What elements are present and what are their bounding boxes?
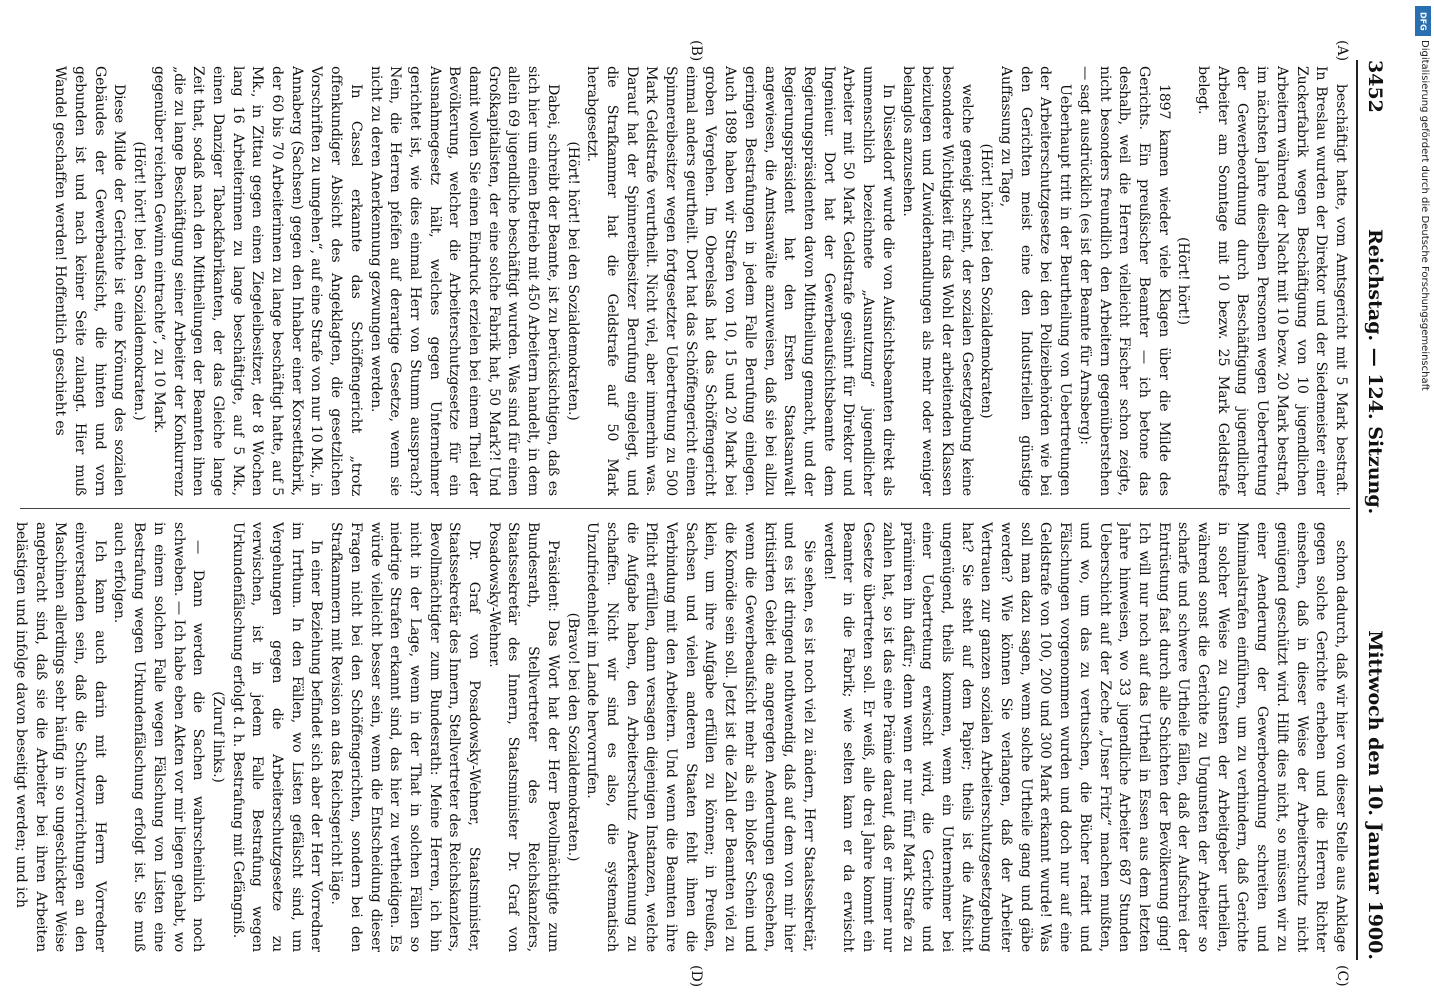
paragraph: — Dann werden die Sachen wahrscheinlich noch schweben. — Ich habe eben Akten vor mir liegen gehabt, wo in einem solchen Falle wegen Fälschung von Listen eine Bestrafung wegen Urkundenfälschung erfolgt ist. Sie muß auch erfolgen. [111, 522, 207, 952]
paragraph: beschäftigt hatte, vom Amtsgericht mit 5 Mark bestraft. In Breslau wurden der Direktor und der Siedemeister einer Zuckerfabrik wegen Beschäftigung von 10 jugendlichen Arbeitern während der Nacht mit 10 bezw. 20 Mark bestraft, im nächsten Jahre dieselben Personen wegen Uebertretung der Gewerbeordnung durch Beschäftigung jugendlicher Arbeiter am Sonntage mit 10 bezw. 25 Mark Geldstrafe belegt. [1195, 66, 1349, 496]
paragraph: Sie sehen, es ist noch viel zu ändern, Herr Staatssekretär, und es ist dringend nothwendig, daß auf dem von mir hier kritisirten Gebiet die angeregten Aenderungen geschehen, wenn die Gewerbeaufsicht mehr als ein bloßer Schein und die Komödie sein soll. Jetzt ist die Zahl der Beamten viel zu klein, um ihre Aufgabe erfüllen zu können; in Preußen, Sachsen und vielen anderen Staaten fehlt ihnen die Verbindung mit den Arbeitern. Und wenn die Beamten ihre Pflicht erfüllen, dann versagen diejenigen Instanzen, welche die Aufgabe haben, den Arbeiterschutz Anerkennung zu schaffen. Nicht wir sind es also, die systematisch Unzufriedenheit im Lande hervorrufen. [584, 522, 818, 952]
paragraph: In einer Beziehung befindet sich aber der Herr Vorredner im Irrthum. In den Fällen, wo Listen gefälscht sind, um Vergehungen gegen die Arbeiterschutzgesetze zu verwischen, ist in jedem Falle Bestrafung wegen Urkundenfälschung erfolgt d. h. Bestrafung mit Gefängniß. [229, 522, 325, 952]
paragraph: Dabei, schreibt der Beamte, ist zu berücksichtigen, daß es sich hier um einen Betrieb mit 450 Arbeitern handelt, in dem allein 69 jugendliche beschäftigt wurden. Was sind für einen Großkapitalisten, der eine solche Fabrik hat, 50 Mark?! Und damit wollen Sie einen Eindruck erzielen bei einem Theil der Bevölkerung, welcher die Arbeiterschutzgesetze für ein Ausnahmegesetz hält, welches gegen Unternehmer gerichtet ist, wie dies einmal Herr von Stumm aussprach? Nein, die Herren pfeifen auf derartige Gesetze, wenn sie nicht zu deren Anerkennung gezwungen werden. [367, 66, 561, 496]
paragraph: schon dadurch, daß wir hier von dieser Stelle aus Anklage gegen solche Gerichte erheben und die Herren Richter einsehen, daß in dieser Weise der Arbeiterschutz nicht genügend geschützt wird. Hilft dies nicht, so müssen wir zu einer Aenderung der Gewerbeordnung schreiten und Minimalstrafen einführen, um zu verhindern, daß Gerichte in solcher Weise zu Gunsten der Arbeitgeber urtheilen, während sonst die Gerichte zu Ungunsten der Arbeiter so scharfe und schwere Urtheile fällen, daß der Aufschrei der Entrüstung fast durch alle Schichten der Bevölkerung ging! Ich will nur noch auf das Urtheil in Essen aus dem letzten Jahre hinweisen, wo 33 jugendliche Arbeiter 687 Stunden Ueberschicht auf der Zeche „Unser Fritz“ machen mußten, und wo, um das zu vertuschen, die Bücher radirt und Fälschungen vorgenommen wurden und doch nur auf eine Geldstrafe von 100, 200 und 300 Mark erkannt wurde! Was soll man dazu sagen, wenn solche Urtheile gang und gäbe werden? Wie können Sie verlangen, daß der Arbeiter Vertrauen zur ganzen sozialen Arbeiterschutzgesetzgebung hat? Sie steht auf dem Papier; theils ist die Aufsicht ungenügend, theils kommen, wenn ein Unternehmer bei einer Uebertretung erwischt wird, die Gerichte und prämiiren ihn dafür; denn wenn er nur fünf Mark Strafe zu zahlen hat, so ist das eine Prämie darauf, daß er immer nur Gesetze übertreten soll. Er weiß, alle drei Jahre kommt ein Beamter in die Fabrik; wie selten kann er da erwischt werden! [820, 522, 1349, 952]
paragraph: (Hört! hört! bei den Sozialdemokraten) [978, 143, 995, 419]
paragraph: (Bravo! bei den Sozialdemokraten.) [564, 612, 581, 862]
right-column [10, 522, 1350, 952]
paragraph: In Cassel erkannte das Schöffengericht „trotz offenkundiger Absicht des Angeklagten, die gesetzlichen Vorschriften zu umgehen“, auf eine Strafe von nur 10 Mk., in Annaberg (Sachsen) gegen den Inhaber einer Korsettfabrik, der 60 bis 70 Arbeiterinnen zu lange beschäftigt hatte, auf 5 Mk., in Zittau gegen einen Ziegeleibesitzer, der 8 Wochen lang 16 Arbeiterinnen zu lange beschäftigte, auf 5 Mk., einen Danziger Tabackfabrikanten, der das Gleiche lange Zeit that, sodaß nach den Mittheilungen der Beamten ihnen „die zu lange Beschäftigung seiner Arbeiter der Konkurrenz gegenüber reichen Gewinn eintrachte“, zu 10 Mark. [150, 66, 364, 496]
paragraph: (Zuruf links.) [209, 691, 226, 783]
paragraph: (Hört! hört!) [1175, 237, 1192, 325]
page-number: 3452 [1364, 60, 1386, 113]
dfg-logo: DFG [1415, 6, 1431, 36]
digitization-credit: Digitalisierung gefördert durch die Deutsche Forschungsgemeinschaft [1419, 40, 1430, 391]
paragraph: (Hört! hört! bei den Sozialdemokraten.) [131, 141, 148, 421]
paragraph: welche geneigt scheint, der sozialen Gesetzgebung keine besondere Wichtigkeit für das Wohl der arbeitenden Klassen beizulegen und Zuwiderhandlungen als mehr oder weniger belanglos anzusehen. [899, 66, 975, 496]
margin-mark-b: (B) [688, 40, 704, 62]
margin-mark-d: (D) [688, 965, 704, 988]
margin-mark-a: (A) [1334, 40, 1350, 62]
margin-mark-c: (C) [1334, 965, 1350, 987]
paragraph: 1897 kamen wieder viele Klagen über die Milde des Gerichts. Ein preußischer Beamter — ich betone das deshalb, weil die Herren vielleicht Fischer schon zeigte, nicht besonders freundlich den Arbeitern gegenüberstehen — sagt ausdrücklich (es ist der Beamte für Arnsberg): [1076, 66, 1172, 496]
header-rule [1356, 60, 1358, 960]
column-divider [20, 508, 1350, 509]
paragraph: (Hört! hört! bei den Sozialdemokraten.) [564, 141, 581, 421]
paragraph: Ich kann auch darin mit dem Herrn Vorredner einverstanden sein, daß die Schutzvorrichtungen an den Maschinen allerdings sehr häufig in so ungeschickter Weise angebracht sind, daß sie die Arbeiter bei ihren Arbeiten belästigen und infolge davon beseitigt werden; und ich [12, 522, 108, 952]
paragraph: Diese Milde der Gerichte ist eine Krönung des sozialen Gebäudes der Gewerbeaufsicht, die hinten und vorn gebunden ist und nach keiner Seite zulangt. Hier muß Wandel geschaffen werden! Hoffentlich geschieht es [52, 66, 128, 496]
session-title: Reichstag. — 124. Sitzung. [1364, 228, 1386, 515]
paragraph: Präsident: Das Wort hat der Herr Bevollmächtigte zum Bundesrath, Stellvertreter des Reichskanzlers, Staatssekretär des Innern, Staatsminister Dr. Graf von Posadowsky-Wehner. [485, 522, 561, 952]
session-date: Mittwoch den 10. Januar 1900. [1364, 630, 1386, 960]
paragraph: In Düsseldorf wurde die von Aufsichtsbeamten direkt als unmenschlich bezeichnete „Ausnutzung“ jugendlicher Arbeiter mit 50 Mark Geldstrafe gesühnt für Direktor und Ingenieur. Dort hat der Gewerbeaufsichtsbeamte dem Regierungspräsidenten davon Mittheilung gemacht, und der Regierungspräsident hat den Ersten Staatsanwalt angewiesen, die Amtsanwälte anzuweisen, daß sie bei allzu geringen Bestrafungen in jedem Falle Berufung einlegen. Auch 1898 haben wir Strafen von 10, 15 und 20 Mark bei groben Vergehen. Im Oberelsaß hat das Schöffengericht einmal anders geurtheilt. Dort hat das Schöffengericht einen Spinnereibesitzer wegen fortgesetzter Uebertretung zu 500 Mark Geldstrafe verurtheilt. Nicht viel, aber immerhin was. Darauf hat der Spinnereibesitzer Berufung eingelegt, und die Strafkammer hat die Geldstrafe auf 50 Mark herabgesetzt. [584, 66, 896, 496]
left-column [10, 66, 1350, 496]
paragraph: Dr. Graf von Posadowsky-Wehner, Staatsminister, Staatssekretär des Innern, Stellvertreter des Reichskanzlers, Bevollmächtigter zum Bundesrath: Meine Herren, ich bin nicht in der Lage, wenn in der That in solchen Fällen so niedrige Strafen erkannt sind, das hier zu vertheidigen. Es würde vielleicht besser sein, wenn die Entscheidung dieser Fragen nicht bei den Schöffengerichten, sondern bei den Strafkammern mit Revision an das Reichsgericht läge. [328, 522, 483, 952]
paragraph: Ueberhaupt tritt in der Beurtheilung von Uebertretungen der Arbeiterschutzgesetze bei den Polizeibehörden wie bei den Gerichten meist eine den Industriellen günstige Auffassung zu Tage, [998, 66, 1074, 496]
